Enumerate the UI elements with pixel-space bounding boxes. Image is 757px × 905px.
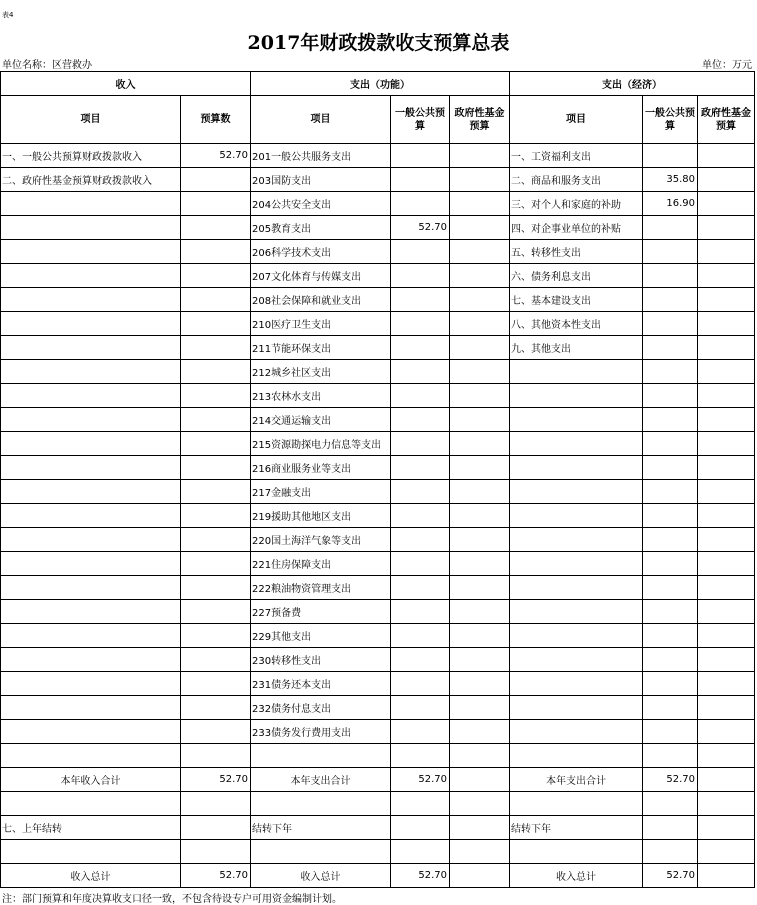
econ-fund-cell xyxy=(698,528,755,552)
econ-item-cell: 八、其他资本性支出 xyxy=(510,312,643,336)
func-fund-cell xyxy=(450,576,510,600)
econ-fund-cell xyxy=(698,144,755,168)
func-fund-cell xyxy=(450,144,510,168)
func-item-cell: 205教育支出 xyxy=(251,216,391,240)
func-general-cell xyxy=(391,576,450,600)
func-item-cell: 219援助其他地区支出 xyxy=(251,504,391,528)
econ-item-cell xyxy=(510,480,643,504)
income-budget-cell xyxy=(181,624,251,648)
table-row xyxy=(1,768,755,792)
table-row xyxy=(1,552,755,576)
table-row xyxy=(1,672,755,696)
income-item-cell xyxy=(1,792,181,816)
func-item-cell xyxy=(251,792,391,816)
func-item-cell: 207文化体育与传媒支出 xyxy=(251,264,391,288)
income-item-cell xyxy=(1,600,181,624)
income-budget-cell: 52.70 xyxy=(181,864,251,888)
econ-fund-cell xyxy=(698,792,755,816)
func-general-cell xyxy=(391,744,450,768)
econ-item-cell xyxy=(510,672,643,696)
table-row xyxy=(1,792,755,816)
income-item-cell xyxy=(1,456,181,480)
econ-item-cell: 七、基本建设支出 xyxy=(510,288,643,312)
income-budget-cell xyxy=(181,168,251,192)
econ-fund-cell xyxy=(698,480,755,504)
econ-general-cell xyxy=(643,528,698,552)
func-item-cell: 212城乡社区支出 xyxy=(251,360,391,384)
income-item-cell xyxy=(1,312,181,336)
econ-general-cell xyxy=(643,216,698,240)
income-budget-cell xyxy=(181,192,251,216)
func-item-cell: 217金融支出 xyxy=(251,480,391,504)
econ-item-cell: 本年支出合计 xyxy=(510,768,643,792)
income-item-cell xyxy=(1,384,181,408)
income-budget-cell xyxy=(181,288,251,312)
income-budget-cell xyxy=(181,312,251,336)
func-item-cell: 227预备费 xyxy=(251,600,391,624)
func-item-cell: 220国土海洋气象等支出 xyxy=(251,528,391,552)
econ-general-cell xyxy=(643,384,698,408)
func-fund-cell xyxy=(450,744,510,768)
income-item-cell: 二、政府性基金预算财政拨款收入 xyxy=(1,168,181,192)
func-item-cell: 222粮油物资管理支出 xyxy=(251,576,391,600)
econ-general-cell: 35.80 xyxy=(643,168,698,192)
func-general-cell xyxy=(391,192,450,216)
function-expense-header: 支出（功能） xyxy=(251,72,510,96)
econ-fund-cell xyxy=(698,552,755,576)
income-budget-cell xyxy=(181,576,251,600)
income-item-cell xyxy=(1,528,181,552)
economic-expense-header: 支出（经济） xyxy=(510,72,755,96)
func-fund-cell xyxy=(450,336,510,360)
econ-fund-cell xyxy=(698,576,755,600)
func-item-cell: 233债务发行费用支出 xyxy=(251,720,391,744)
func-fund-cell xyxy=(450,720,510,744)
econ-item-cell: 九、其他支出 xyxy=(510,336,643,360)
func-general-cell xyxy=(391,168,450,192)
econ-general-cell xyxy=(643,648,698,672)
income-budget-cell xyxy=(181,264,251,288)
table-row xyxy=(1,864,755,888)
econ-general-cell xyxy=(643,840,698,864)
econ-fund-cell xyxy=(698,336,755,360)
income-budget-cell xyxy=(181,672,251,696)
func-item-cell: 216商业服务业等支出 xyxy=(251,456,391,480)
econ-general-cell xyxy=(643,336,698,360)
func-general-cell: 52.70 xyxy=(391,768,450,792)
econ-fund-cell xyxy=(698,768,755,792)
econ-item-cell: 五、转移性支出 xyxy=(510,240,643,264)
econ-item-cell xyxy=(510,648,643,672)
func-general-cell xyxy=(391,792,450,816)
income-budget-cell xyxy=(181,240,251,264)
func-general-cell xyxy=(391,432,450,456)
func-fund-cell xyxy=(450,456,510,480)
econ-item-cell xyxy=(510,408,643,432)
func-fund-cell xyxy=(450,864,510,888)
income-budget-cell xyxy=(181,840,251,864)
econ-item-cell xyxy=(510,576,643,600)
func-general-cell: 52.70 xyxy=(391,864,450,888)
func-item-cell: 201一般公共服务支出 xyxy=(251,144,391,168)
func-item-cell: 203国防支出 xyxy=(251,168,391,192)
unit-label: 单位：万元 xyxy=(702,60,752,71)
income-item-cell xyxy=(1,216,181,240)
income-item-cell: 一、一般公共预算财政拨款收入 xyxy=(1,144,181,168)
table-row xyxy=(1,432,755,456)
econ-item-cell xyxy=(510,600,643,624)
econ-general-cell xyxy=(643,408,698,432)
income-budget-cell: 52.70 xyxy=(181,144,251,168)
func-fund-cell xyxy=(450,624,510,648)
income-item-cell xyxy=(1,576,181,600)
func-general-cell xyxy=(391,408,450,432)
func-general-cell xyxy=(391,480,450,504)
econ-item-cell xyxy=(510,624,643,648)
table-row xyxy=(1,216,755,240)
col-func-fund: 政府性基金预算 xyxy=(450,96,510,144)
table-row xyxy=(1,624,755,648)
econ-general-cell xyxy=(643,504,698,528)
func-general-cell xyxy=(391,528,450,552)
func-general-cell xyxy=(391,648,450,672)
econ-general-cell xyxy=(643,240,698,264)
econ-general-cell xyxy=(643,360,698,384)
econ-item-cell xyxy=(510,456,643,480)
income-item-cell xyxy=(1,240,181,264)
func-general-cell xyxy=(391,600,450,624)
func-item-cell: 221住房保障支出 xyxy=(251,552,391,576)
func-fund-cell xyxy=(450,552,510,576)
income-budget-cell xyxy=(181,696,251,720)
func-fund-cell xyxy=(450,360,510,384)
func-general-cell: 52.70 xyxy=(391,216,450,240)
income-budget-cell xyxy=(181,360,251,384)
econ-general-cell xyxy=(643,288,698,312)
table-row xyxy=(1,456,755,480)
econ-fund-cell xyxy=(698,240,755,264)
table-number: 表4 xyxy=(2,11,14,19)
func-fund-cell xyxy=(450,648,510,672)
func-general-cell xyxy=(391,264,450,288)
income-item-cell xyxy=(1,840,181,864)
table-row xyxy=(1,192,755,216)
econ-general-cell xyxy=(643,600,698,624)
table-row xyxy=(1,408,755,432)
table-row xyxy=(1,144,755,168)
econ-fund-cell xyxy=(698,192,755,216)
econ-fund-cell xyxy=(698,360,755,384)
func-fund-cell xyxy=(450,696,510,720)
func-fund-cell xyxy=(450,408,510,432)
econ-fund-cell xyxy=(698,168,755,192)
func-fund-cell xyxy=(450,384,510,408)
income-header: 收入 xyxy=(1,72,251,96)
header-row-groups xyxy=(1,72,755,96)
func-item-cell: 215资源勘探电力信息等支出 xyxy=(251,432,391,456)
func-item-cell: 211节能环保支出 xyxy=(251,336,391,360)
col-func-item: 项目 xyxy=(251,96,391,144)
income-budget-cell xyxy=(181,432,251,456)
func-general-cell xyxy=(391,816,450,840)
income-item-cell xyxy=(1,432,181,456)
econ-item-cell xyxy=(510,744,643,768)
income-item-cell xyxy=(1,360,181,384)
income-budget-cell xyxy=(181,600,251,624)
func-fund-cell xyxy=(450,192,510,216)
econ-general-cell xyxy=(643,264,698,288)
table-row xyxy=(1,168,755,192)
table-row xyxy=(1,336,755,360)
func-fund-cell xyxy=(450,480,510,504)
econ-fund-cell xyxy=(698,864,755,888)
econ-general-cell xyxy=(643,672,698,696)
econ-fund-cell xyxy=(698,408,755,432)
econ-fund-cell xyxy=(698,288,755,312)
income-item-cell xyxy=(1,408,181,432)
table-row xyxy=(1,720,755,744)
econ-fund-cell xyxy=(698,264,755,288)
econ-fund-cell xyxy=(698,600,755,624)
econ-item-cell xyxy=(510,360,643,384)
table-row xyxy=(1,696,755,720)
econ-item-cell: 一、工资福利支出 xyxy=(510,144,643,168)
func-item-cell: 收入总计 xyxy=(251,864,391,888)
func-general-cell xyxy=(391,720,450,744)
econ-fund-cell xyxy=(698,312,755,336)
func-general-cell xyxy=(391,336,450,360)
econ-item-cell: 六、债务利息支出 xyxy=(510,264,643,288)
econ-item-cell: 三、对个人和家庭的补助 xyxy=(510,192,643,216)
func-fund-cell xyxy=(450,600,510,624)
econ-fund-cell xyxy=(698,432,755,456)
col-econ-item: 项目 xyxy=(510,96,643,144)
func-fund-cell xyxy=(450,672,510,696)
econ-general-cell xyxy=(643,432,698,456)
table-row xyxy=(1,288,755,312)
income-item-cell xyxy=(1,264,181,288)
econ-fund-cell xyxy=(698,648,755,672)
income-item-cell: 七、上年结转 xyxy=(1,816,181,840)
econ-fund-cell xyxy=(698,696,755,720)
income-budget-cell xyxy=(181,504,251,528)
econ-item-cell xyxy=(510,528,643,552)
table-row xyxy=(1,264,755,288)
table-row xyxy=(1,744,755,768)
econ-general-cell xyxy=(643,696,698,720)
income-item-cell xyxy=(1,624,181,648)
table-row xyxy=(1,480,755,504)
table-row xyxy=(1,600,755,624)
econ-general-cell xyxy=(643,552,698,576)
econ-fund-cell xyxy=(698,456,755,480)
table-row xyxy=(1,816,755,840)
econ-general-cell xyxy=(643,456,698,480)
income-item-cell xyxy=(1,720,181,744)
income-budget-cell xyxy=(181,528,251,552)
income-item-cell xyxy=(1,744,181,768)
income-item-cell xyxy=(1,672,181,696)
income-budget-cell xyxy=(181,384,251,408)
income-item-cell xyxy=(1,696,181,720)
func-general-cell xyxy=(391,696,450,720)
income-budget-cell xyxy=(181,408,251,432)
econ-item-cell xyxy=(510,840,643,864)
func-item-cell: 229其他支出 xyxy=(251,624,391,648)
income-budget-cell xyxy=(181,216,251,240)
func-general-cell xyxy=(391,312,450,336)
income-item-cell xyxy=(1,336,181,360)
func-general-cell xyxy=(391,552,450,576)
func-item-cell: 230转移性支出 xyxy=(251,648,391,672)
income-item-cell xyxy=(1,504,181,528)
func-fund-cell xyxy=(450,240,510,264)
func-fund-cell xyxy=(450,768,510,792)
func-general-cell xyxy=(391,840,450,864)
func-item-cell xyxy=(251,840,391,864)
func-fund-cell xyxy=(450,168,510,192)
table-row xyxy=(1,504,755,528)
func-item-cell: 206科学技术支出 xyxy=(251,240,391,264)
func-fund-cell xyxy=(450,504,510,528)
income-item-cell xyxy=(1,192,181,216)
econ-item-cell: 结转下年 xyxy=(510,816,643,840)
func-item-cell: 本年支出合计 xyxy=(251,768,391,792)
income-budget-cell xyxy=(181,336,251,360)
table-row xyxy=(1,312,755,336)
func-item-cell: 210医疗卫生支出 xyxy=(251,312,391,336)
func-general-cell xyxy=(391,240,450,264)
econ-item-cell xyxy=(510,384,643,408)
income-item-cell xyxy=(1,480,181,504)
income-budget-cell xyxy=(181,480,251,504)
econ-item-cell xyxy=(510,504,643,528)
func-fund-cell xyxy=(450,528,510,552)
income-budget-cell xyxy=(181,648,251,672)
econ-fund-cell xyxy=(698,720,755,744)
econ-general-cell xyxy=(643,792,698,816)
income-budget-cell xyxy=(181,552,251,576)
func-fund-cell xyxy=(450,840,510,864)
table-row xyxy=(1,384,755,408)
econ-fund-cell xyxy=(698,672,755,696)
func-general-cell xyxy=(391,504,450,528)
func-general-cell xyxy=(391,456,450,480)
econ-fund-cell xyxy=(698,216,755,240)
income-budget-cell xyxy=(181,744,251,768)
econ-general-cell xyxy=(643,720,698,744)
col-func-general: 一般公共预算 xyxy=(391,96,450,144)
func-general-cell xyxy=(391,360,450,384)
econ-general-cell: 16.90 xyxy=(643,192,698,216)
income-item-cell: 收入总计 xyxy=(1,864,181,888)
econ-general-cell: 52.70 xyxy=(643,768,698,792)
econ-general-cell xyxy=(643,624,698,648)
func-item-cell: 213农林水支出 xyxy=(251,384,391,408)
func-item-cell: 231债务还本支出 xyxy=(251,672,391,696)
econ-item-cell: 收入总计 xyxy=(510,864,643,888)
col-econ-general: 一般公共预算 xyxy=(643,96,698,144)
econ-fund-cell xyxy=(698,624,755,648)
income-item-cell xyxy=(1,648,181,672)
econ-fund-cell xyxy=(698,816,755,840)
table-row xyxy=(1,648,755,672)
col-income-budget: 预算数 xyxy=(181,96,251,144)
econ-fund-cell xyxy=(698,504,755,528)
econ-general-cell xyxy=(643,480,698,504)
table-row xyxy=(1,576,755,600)
func-general-cell xyxy=(391,144,450,168)
econ-general-cell xyxy=(643,744,698,768)
income-item-cell xyxy=(1,552,181,576)
func-item-cell xyxy=(251,744,391,768)
col-econ-fund: 政府性基金预算 xyxy=(698,96,755,144)
econ-item-cell xyxy=(510,696,643,720)
econ-general-cell xyxy=(643,312,698,336)
econ-general-cell xyxy=(643,816,698,840)
econ-general-cell xyxy=(643,576,698,600)
econ-item-cell xyxy=(510,552,643,576)
econ-fund-cell xyxy=(698,744,755,768)
header-row-columns xyxy=(1,96,755,144)
income-budget-cell xyxy=(181,720,251,744)
col-income-item: 项目 xyxy=(1,96,181,144)
income-item-cell: 本年收入合计 xyxy=(1,768,181,792)
income-budget-cell xyxy=(181,792,251,816)
func-general-cell xyxy=(391,624,450,648)
func-general-cell xyxy=(391,288,450,312)
income-budget-cell: 52.70 xyxy=(181,768,251,792)
econ-fund-cell xyxy=(698,840,755,864)
table-row xyxy=(1,240,755,264)
econ-item-cell: 二、商品和服务支出 xyxy=(510,168,643,192)
func-item-cell: 208社会保障和就业支出 xyxy=(251,288,391,312)
econ-item-cell xyxy=(510,792,643,816)
func-fund-cell xyxy=(450,816,510,840)
func-item-cell: 232债务付息支出 xyxy=(251,696,391,720)
table-row xyxy=(1,528,755,552)
table-row xyxy=(1,840,755,864)
func-item-cell: 204公共安全支出 xyxy=(251,192,391,216)
income-item-cell xyxy=(1,288,181,312)
econ-item-cell xyxy=(510,432,643,456)
econ-general-cell: 52.70 xyxy=(643,864,698,888)
footnote: 注：部门预算和年度决算收支口径一致，不包含待设专户可用资金编制计划。 xyxy=(2,894,342,905)
table-row xyxy=(1,360,755,384)
func-item-cell: 结转下年 xyxy=(251,816,391,840)
budget-table xyxy=(0,71,755,888)
func-general-cell xyxy=(391,384,450,408)
func-fund-cell xyxy=(450,216,510,240)
func-fund-cell xyxy=(450,264,510,288)
func-fund-cell xyxy=(450,288,510,312)
page-title: 2017年财政拨款收支预算总表 xyxy=(247,32,510,54)
econ-item-cell: 四、对企事业单位的补贴 xyxy=(510,216,643,240)
econ-general-cell xyxy=(643,144,698,168)
func-general-cell xyxy=(391,672,450,696)
econ-item-cell xyxy=(510,720,643,744)
func-item-cell: 214交通运输支出 xyxy=(251,408,391,432)
func-fund-cell xyxy=(450,312,510,336)
unit-name: 单位名称：区营救办 xyxy=(2,60,92,71)
func-fund-cell xyxy=(450,432,510,456)
econ-fund-cell xyxy=(698,384,755,408)
income-budget-cell xyxy=(181,456,251,480)
income-budget-cell xyxy=(181,816,251,840)
func-fund-cell xyxy=(450,792,510,816)
